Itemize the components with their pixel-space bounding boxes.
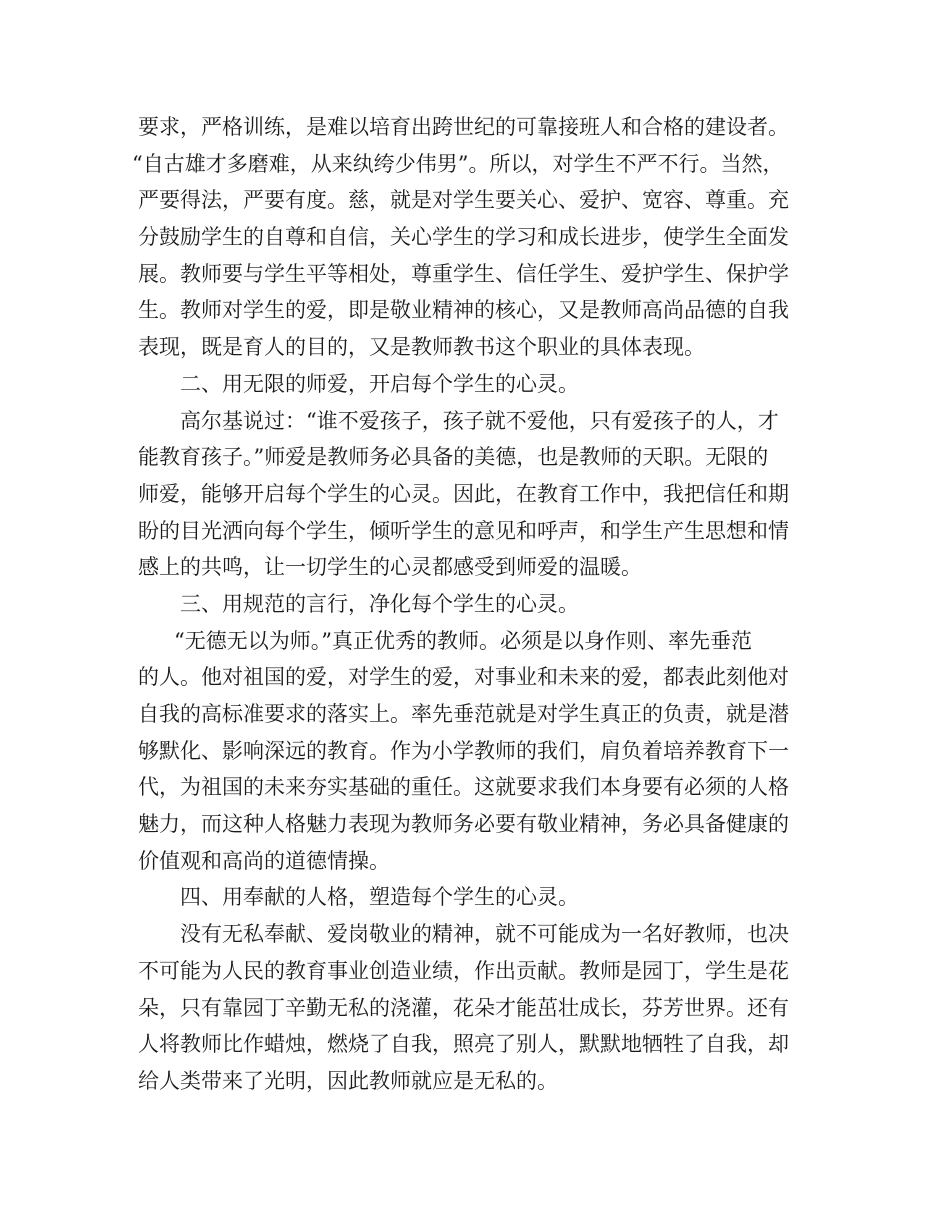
text-line: 自我的高标准要求的落实上。率先垂范就是对学生真正的负责，就是潜 [138, 702, 789, 726]
text-line: 要求，严格训练，是难以培育出跨世纪的可靠接班人和合格的建设者。 [138, 115, 789, 139]
section-heading: 二、用无限的师爱，开启每个学生的心灵。 [180, 371, 579, 396]
text-line: 能教育孩子。”师爱是教师务必具备的美德，也是教师的天职。无限的 [138, 445, 769, 470]
text-line: 严要得法，严要有度。慈，就是对学生要关心、爱护、宽容、尊重。充 [138, 188, 789, 213]
text-line: 人将教师比作蜡烛，燃烧了自我，照亮了别人，默默地牺牲了自我，却 [138, 1032, 789, 1057]
text-line: 高尔基说过：“谁不爱孩子，孩子就不爱他，只有爱孩子的人，才 [180, 408, 779, 433]
text-line: 感上的共鸣，让一切学生的心灵都感受到师爱的温暖。 [138, 555, 642, 580]
text-line: 分鼓励学生的自尊和自信，关心学生的学习和成长进步，使学生全面发 [138, 225, 789, 250]
text-line: 盼的目光洒向每个学生，倾听学生的意见和呼声，和学生产生思想和情 [138, 518, 789, 543]
text-line: 表现，既是育人的目的，又是教师教书这个职业的具体表现。 [138, 335, 705, 360]
section-heading: 三、用规范的言行，净化每个学生的心灵。 [180, 591, 579, 616]
text-line: 师爱，能够开启每个学生的心灵。因此，在教育工作中，我把信任和期 [138, 481, 789, 506]
text-line: 不可能为人民的教育事业创造业绩，作出贡献。教师是园丁，学生是花 [138, 958, 789, 983]
text-line: “自古雄才多磨难，从来纨绔少伟男”。所以，对学生不严不行。当然， [132, 151, 784, 176]
text-line: 够默化、影响深远的教育。作为小学教师的我们，肩负着培养教育下一 [138, 738, 789, 763]
text-line: 展。教师要与学生平等相处，尊重学生、信任学生、爱护学生、保护学 [138, 261, 789, 286]
text-line: 的人。他对祖国的爱，对学生的爱，对事业和未来的爱，都表此刻他对 [138, 665, 789, 690]
text-line: 朵，只有靠园丁辛勤无私的浇灌，花朵才能茁壮成长，芬芳世界。还有 [138, 995, 789, 1020]
text-line: 给人类带来了光明，因此教师就应是无私的。 [138, 1068, 558, 1093]
text-line: 价值观和高尚的道德情操。 [138, 848, 390, 873]
text-line: 没有无私奉献、爱岗敬业的精神，就不可能成为一名好教师，也决 [180, 922, 789, 947]
section-heading: 四、用奉献的人格，塑造每个学生的心灵。 [180, 885, 579, 910]
text-line: “无德无以为师。”真正优秀的教师。必须是以身作则、率先垂范 [174, 628, 752, 653]
text-line: 代，为祖国的未来夯实基础的重任。这就要求我们本身要有必须的人格 [138, 775, 789, 800]
document-body [132, 109, 818, 1100]
text-line: 魅力，而这种人格魅力表现为教师务必要有敬业精神，务必具备健康的 [138, 812, 789, 837]
text-line: 生。教师对学生的爱，即是敬业精神的核心，又是教师高尚品德的自我 [138, 298, 789, 323]
